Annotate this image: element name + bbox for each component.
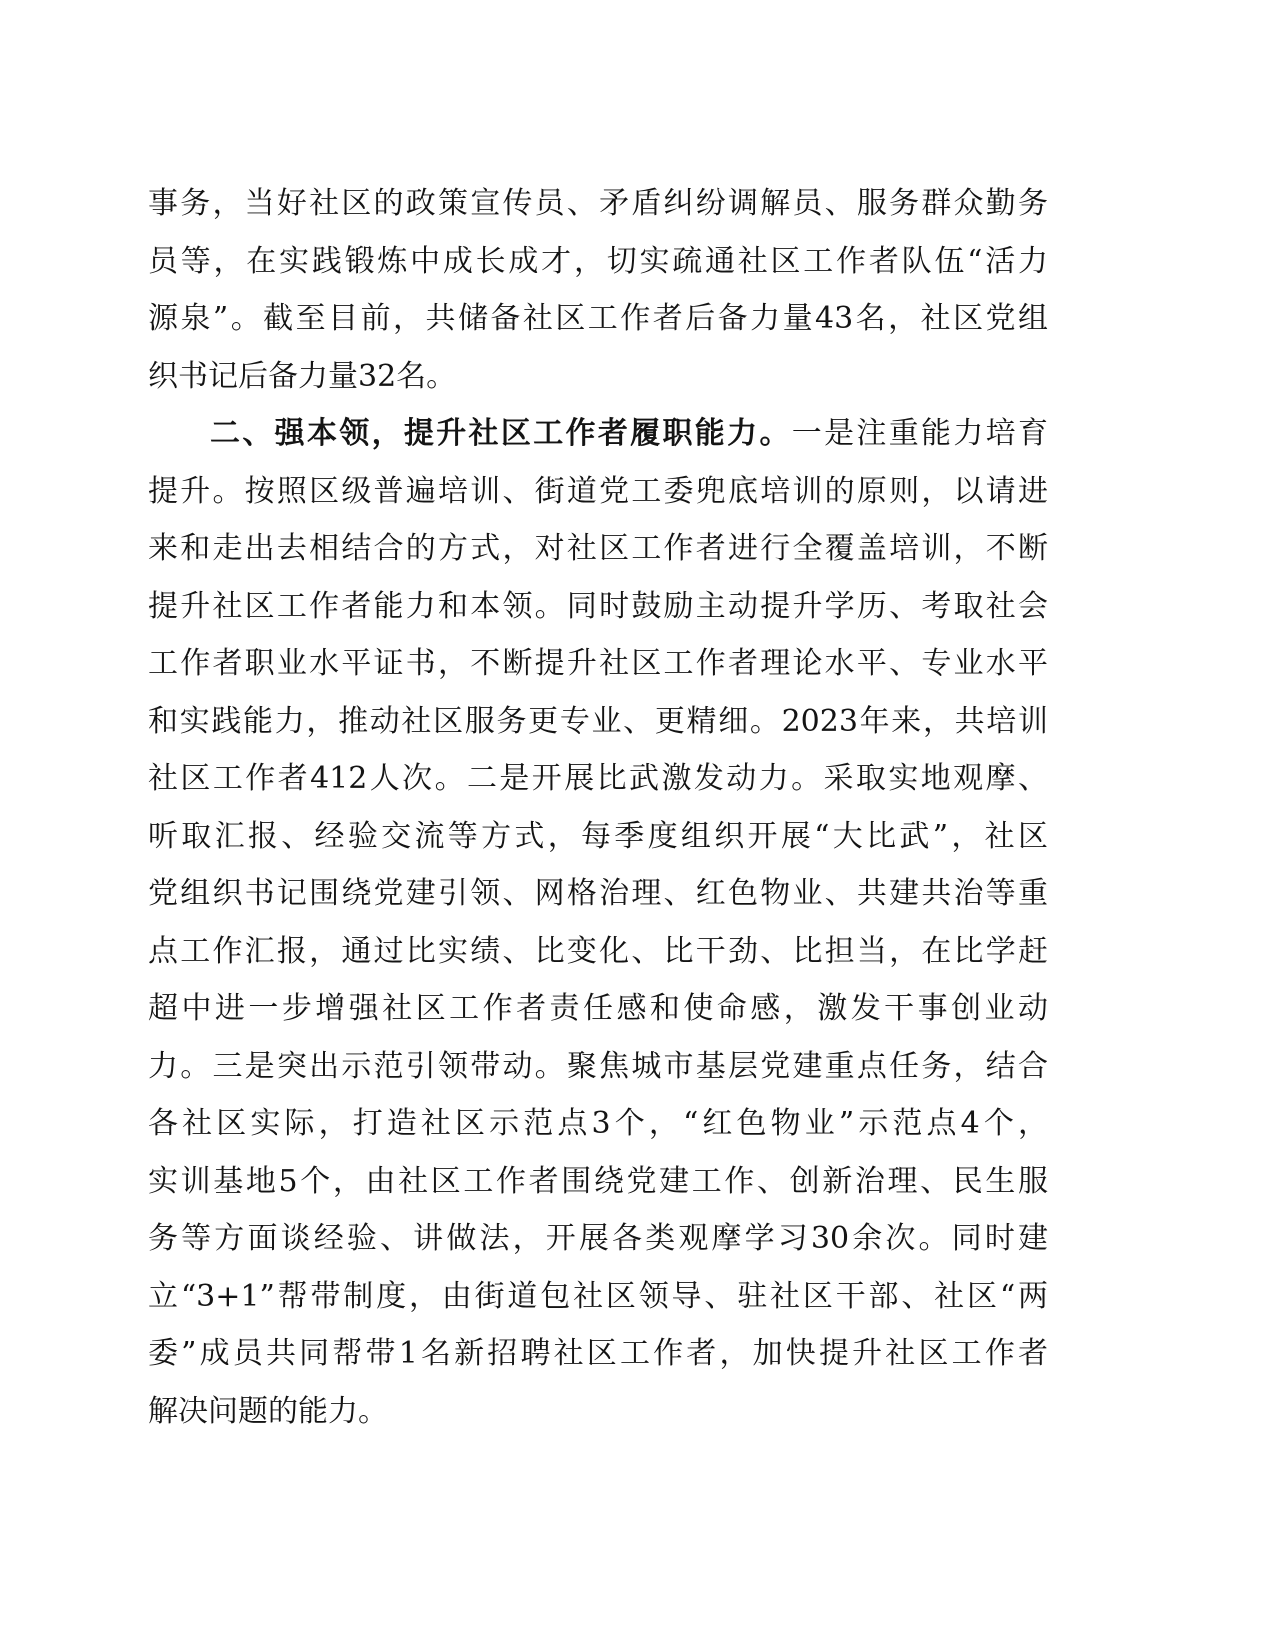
text-line bbox=[148, 405, 1048, 463]
text-line: 源泉”。截至目前，共储备社区工作者后备力量43名，社区党组 bbox=[148, 301, 1048, 336]
text-line: 工作者职业水平证书，不断提升社区工作者理论水平、专业水平 bbox=[148, 646, 1048, 681]
text-line: 来和走出去相结合的方式，对社区工作者进行全覆盖培训，不断 bbox=[148, 531, 1048, 566]
document-body bbox=[148, 175, 1048, 1440]
text-line: 委”成员共同帮带1名新招聘社区工作者，加快提升社区工作者 bbox=[148, 1336, 1048, 1371]
text-line: 解决问题的能力。 bbox=[148, 1393, 388, 1429]
text-line: 事务，当好社区的政策宣传员、矛盾纠纷调解员、服务群众勤务 bbox=[148, 186, 1048, 221]
text-line: 和实践能力，推动社区服务更专业、更精细。2023年来，共培训 bbox=[148, 703, 1048, 739]
text-line: 听取汇报、经验交流等方式，每季度组织开展“大比武”，社区 bbox=[148, 818, 1048, 854]
text-line: 务等方面谈经验、讲做法，开展各类观摩学习30余次。同时建 bbox=[148, 1221, 1048, 1256]
section-heading: 二、强本领，提升社区工作者履职能力。 bbox=[210, 416, 792, 451]
text-line: 超中进一步增强社区工作者责任感和使命感，激发干事创业动 bbox=[148, 991, 1048, 1026]
text-line: 各社区实际，打造社区示范点3个，“红色物业”示范点4个， bbox=[148, 1106, 1048, 1141]
paragraph-1 bbox=[148, 175, 1048, 405]
text-line-rest: 一是注重能力培育 bbox=[791, 416, 1049, 451]
text-line: 党组织书记围绕党建引领、网格治理、红色物业、共建共治等重 bbox=[148, 876, 1048, 911]
text-line: 点工作汇报，通过比实绩、比变化、比干劲、比担当，在比学赶 bbox=[148, 933, 1048, 969]
text-line: 实训基地5个，由社区工作者围绕党建工作、创新治理、民生服 bbox=[148, 1163, 1048, 1199]
text-line: 提升。按照区级普遍培训、街道党工委兜底培训的原则，以请进 bbox=[148, 473, 1048, 509]
text-line: 力。三是突出示范引领带动。聚焦城市基层党建重点任务，结合 bbox=[148, 1048, 1048, 1084]
text-line: 员等，在实践锻炼中成长成才，切实疏通社区工作者队伍“活力 bbox=[148, 243, 1048, 279]
paragraph-2 bbox=[148, 405, 1048, 1440]
text-line: 提升社区工作者能力和本领。同时鼓励主动提升学历、考取社会 bbox=[148, 588, 1048, 624]
text-line: 立“3+1”帮带制度，由街道包社区领导、驻社区干部、社区“两 bbox=[148, 1278, 1048, 1314]
text-line: 社区工作者412人次。二是开展比武激发动力。采取实地观摩、 bbox=[148, 761, 1048, 796]
text-line: 织书记后备力量32名。 bbox=[148, 358, 457, 394]
